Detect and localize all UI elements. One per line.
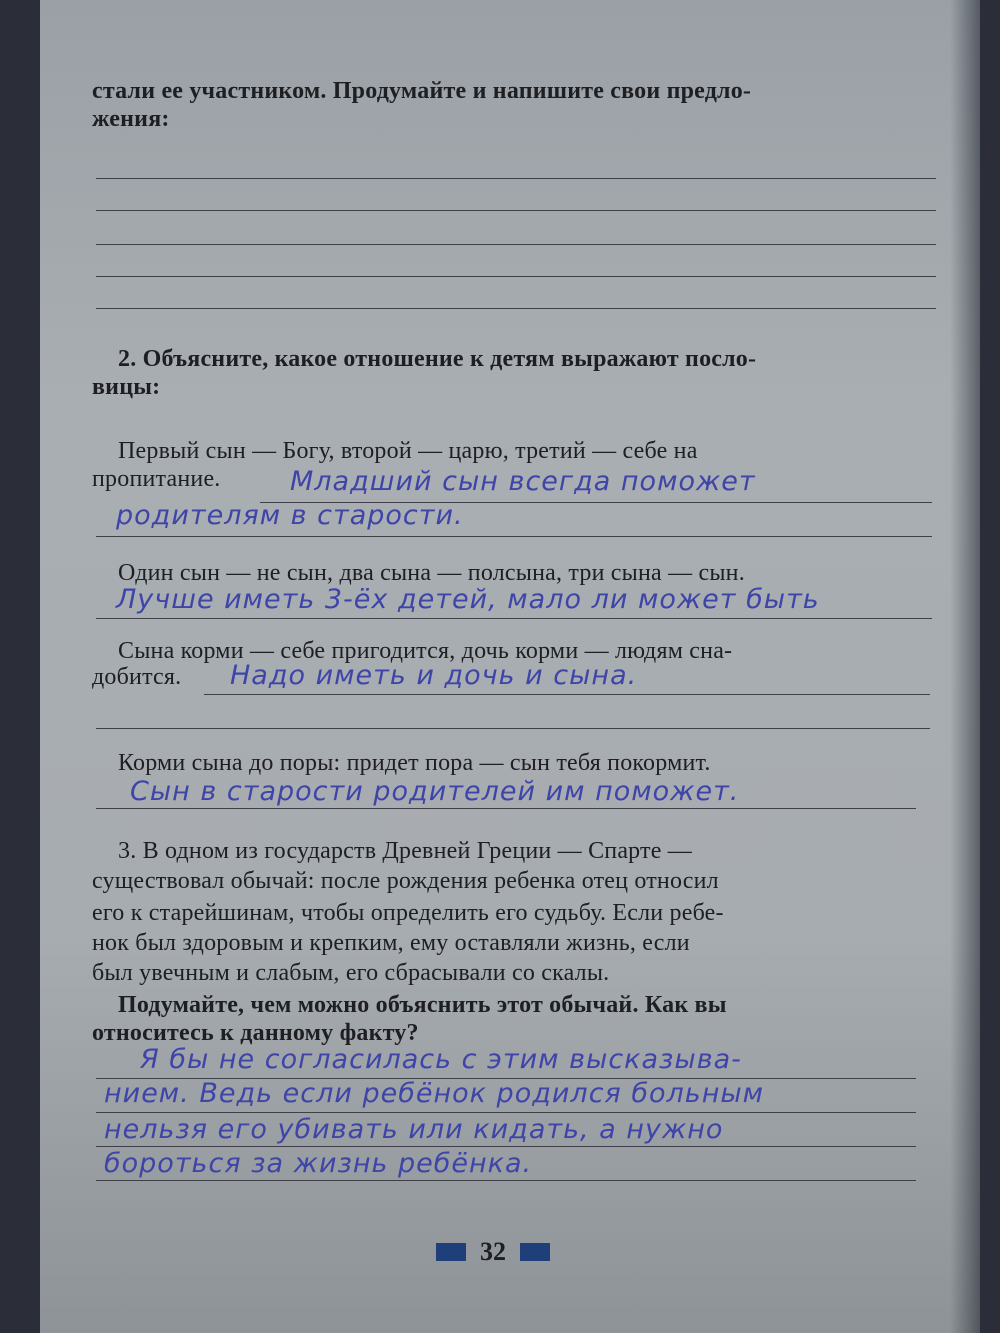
task3-answer-line-3: нельзя его убивать или кидать, а нужно [104, 1114, 724, 1145]
intro-line-1: стали ее участником. Продумайте и напишите свои предло- [92, 78, 752, 104]
answer-rule [96, 178, 936, 179]
proverb-1-answer-line-1: Младший сын всегда поможет [290, 466, 756, 497]
task3-question-line-1: Подумайте, чем можно объяснить этот обычай. Как вы [118, 992, 727, 1018]
proverb-2-answer-line-1: Лучше иметь 3-ёх детей, мало ли может быть [116, 584, 820, 615]
task3-answer-line-4: бороться за жизнь ребёнка. [104, 1148, 533, 1179]
task2-heading-line-1: 2. Объясните, какое отношение к детям выражают посло- [118, 346, 757, 372]
page-marker-left [436, 1243, 466, 1261]
answer-rule [96, 1180, 916, 1181]
proverb-1-line-2: пропитание. [92, 466, 221, 492]
answer-rule [96, 276, 936, 277]
proverb-4-line-1: Корми сына до поры: придет пора — сын тебя покормит. [118, 750, 711, 776]
proverb-1-line-1: Первый сын — Богу, второй — царю, третий — себе на [118, 438, 698, 464]
answer-rule [96, 808, 916, 809]
answer-rule [96, 308, 936, 309]
proverb-4-answer-line-1: Сын в старости родителей им поможет. [130, 776, 740, 807]
answer-rule [96, 1146, 916, 1147]
task3-paragraph-line-2: существовал обычай: после рождения ребенка отец относил [92, 868, 719, 894]
proverb-2-line-1: Один сын — не сын, два сына — полсына, три сына — сын. [118, 560, 745, 586]
workbook-page [40, 0, 980, 1333]
task3-paragraph-line-4: нок был здоровым и крепким, ему оставляли жизнь, если [92, 930, 690, 956]
answer-rule [96, 618, 932, 619]
task3-paragraph-line-3: его к старейшинам, чтобы определить его судьбу. Если ребе- [92, 900, 724, 926]
proverb-3-line-2: добится. [92, 664, 182, 690]
task3-answer-line-2: нием. Ведь если ребёнок родился больным [104, 1078, 765, 1109]
task3-text-1: 3. В одном из государств Древней Греции — Спарте — [118, 838, 692, 864]
page-marker-right [520, 1243, 550, 1261]
proverb-1-answer-line-2: родителям в старости. [116, 500, 464, 531]
answer-rule [96, 210, 936, 211]
intro-line-2: жения: [92, 106, 170, 132]
task3-paragraph-line-5: был увечным и слабым, его сбрасывали со скалы. [92, 960, 610, 986]
page-number-text: 32 [480, 1237, 506, 1266]
proverb-3-line-1: Сына корми — себе пригодится, дочь корми — людям сна- [118, 638, 733, 664]
answer-rule [96, 728, 930, 729]
task2-heading-line-2: вицы: [92, 374, 161, 400]
task3-answer-line-1: Я бы не согласилась с этим высказыва- [140, 1044, 742, 1075]
answer-rule [204, 694, 930, 695]
page-edge-shadow [950, 0, 980, 1333]
task3-paragraph-line-1 [118, 836, 692, 866]
task3-question-line-2: относитесь к данному факту? [92, 1020, 419, 1046]
proverb-3-answer-line-1: Надо иметь и дочь и сына. [230, 660, 638, 691]
answer-rule [96, 244, 936, 245]
answer-rule [96, 536, 932, 537]
answer-rule [96, 1112, 916, 1113]
page-number [428, 1232, 558, 1272]
